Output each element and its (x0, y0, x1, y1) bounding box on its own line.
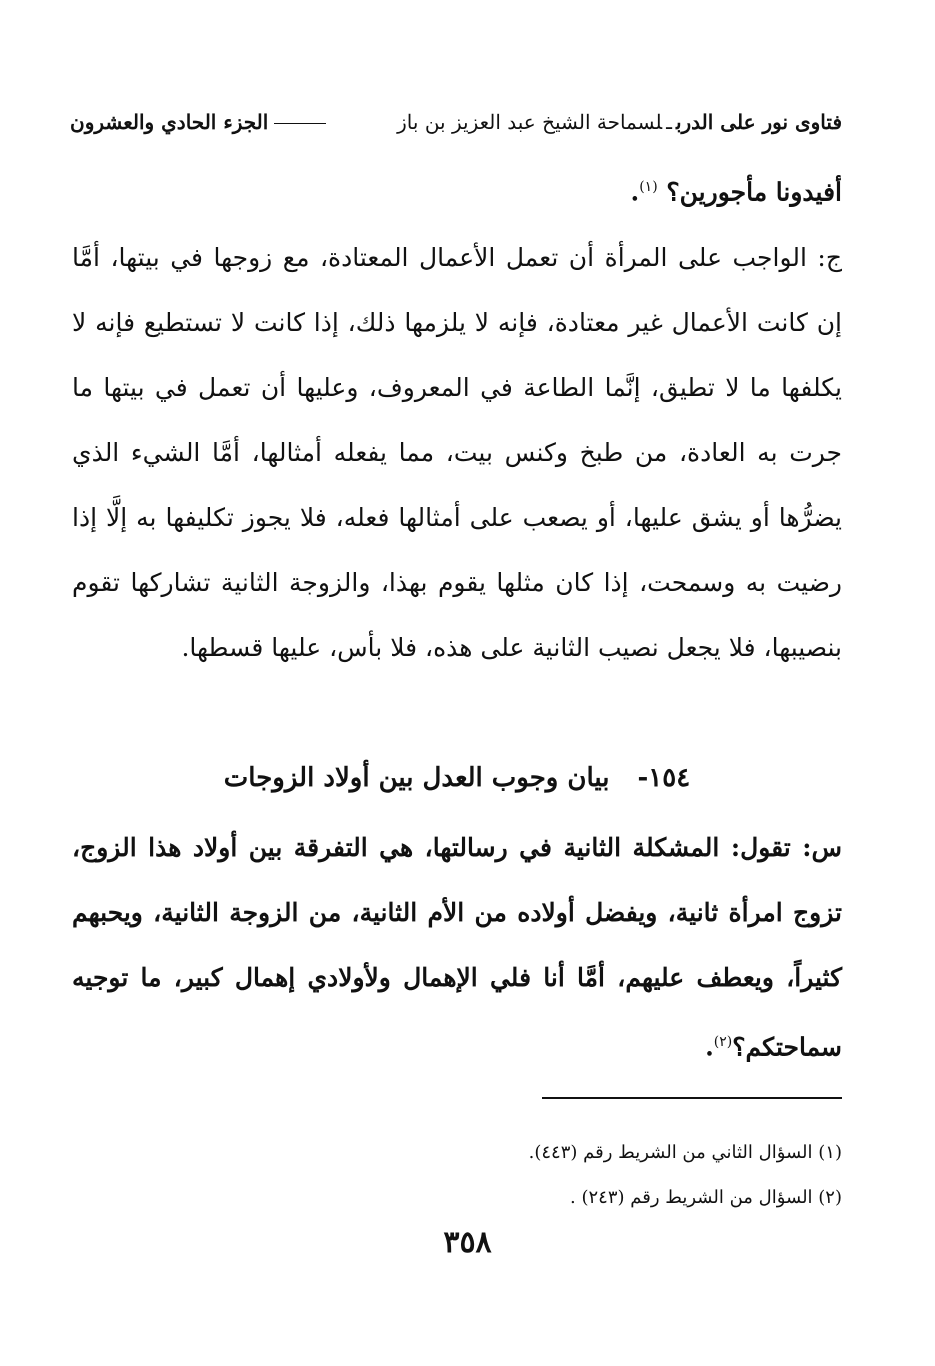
running-header (70, 102, 842, 142)
page-number: ٣٥٨ (443, 1225, 492, 1260)
header-left-group (397, 110, 842, 134)
section-title: بيان وجوب العدل بين أولاد الزوجات (223, 763, 610, 793)
footnotes (72, 1130, 842, 1220)
section-heading (72, 748, 842, 808)
header-right-group (70, 110, 332, 134)
footnote-ref-2: (٢) (713, 1034, 733, 1050)
author-name: لسماحة الشيخ عبد العزيز بن باز (397, 110, 663, 134)
question-tail-text: أفيدونا مأجورين؟ (666, 177, 842, 207)
question-paragraph (72, 815, 842, 1079)
section-number: ١٥٤- (637, 763, 691, 793)
footnote-1: (١) السؤال الثاني من الشريط رقم (٤٤٣). (528, 1142, 842, 1163)
question-text: س: تقول: المشكلة الثانية في رسالتها، هي التفرقة بين أولاد هذا الزوج، تزوج امرأة ثانية، ويفضل أولاده من الأم الثانية، من الزوجة الثانية، ويحبهم كثيراً، ويعطف عليهم، أمَّا أنا فلي الإهمال ولأولادي إهمال كبير، ما توجيه سماحتكم؟ (72, 833, 842, 1062)
answer-paragraph: ج: الواجب على المرأة أن تعمل الأعمال المعتادة، مع زوجها في بيتها، أمَّا إن كانت الأعمال غير معتادة، فإنه لا يلزمها ذلك، إذا كانت لا تستطيع فإنه لا يكلفها ما لا تطيق، إنَّما الطاعة في المعروف، وعليها أن تعمل في بيتها ما جرت به العادة، من طبخ وكنس بيت، مما يفعله أمثالها، أمَّا الشيء الذي يضرُّها أو يشق عليها، أو يصعب على أمثالها فعله، فلا يجوز تكليفها به إلَّا إذا رضيت به وسمحت، إذا كان مثلها يقوم بهذا، والزوجة الثانية تشاركها تقوم بنصيبها، فلا يجعل نصيب الثانية على هذه، فلا بأس، عليها قسطها. (72, 243, 842, 662)
footnote-divider (542, 1097, 842, 1099)
previous-question-tail (72, 155, 842, 224)
question-tail-end: . (630, 177, 640, 207)
series-title: فتاوى نور على الدرب (675, 110, 842, 134)
header-dash: ـ (666, 110, 672, 134)
header-separator-line (274, 123, 326, 124)
question-end: . (705, 1032, 714, 1062)
footnote-ref-1: (١) (639, 179, 658, 195)
footnote-2: (٢) السؤال من الشريط رقم (٢٤٣) . (570, 1187, 842, 1208)
part-title: الجزء الحادي والعشرون (70, 110, 269, 134)
